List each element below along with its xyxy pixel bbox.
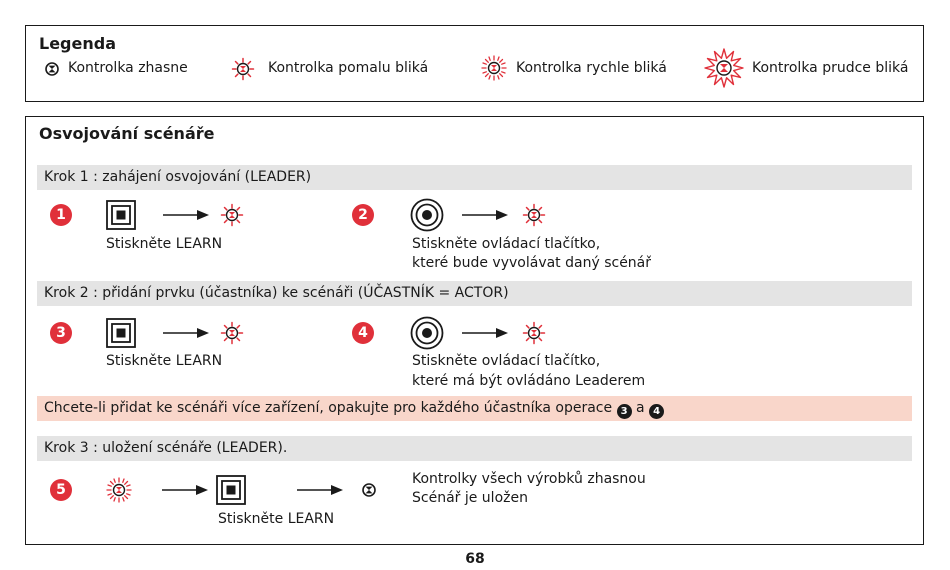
op1-caption: Stiskněte LEARN [106,236,223,252]
step2-bar: Krok 2 : přidání prvku (účastníka) ke scénáři (ÚČASTNÍK = ACTOR) [37,281,912,306]
arrow-icon [462,209,508,221]
op2-caption-line2: které bude vyvolávat daný scénář [412,255,652,271]
arrow-icon [297,484,343,496]
note-conj: a [636,400,645,416]
legend-item-off: Kontrolka zhasne [68,60,188,76]
led-slow-blink-icon [522,321,546,345]
repeat-note-text: Chcete-li přidat ke scénáři více zařízení, opakujte pro každého účastníka operace [44,400,613,416]
op-number-1: 1 [50,204,72,226]
arrow-icon [162,484,208,496]
op-number-3: 3 [50,322,72,344]
led-rapid-blink-icon [704,48,744,88]
op4-caption-line1: Stiskněte ovládací tlačítko, [412,353,601,369]
op-number-2: 2 [352,204,374,226]
step1-bar: Krok 1 : zahájení osvojování (LEADER) [37,165,912,190]
arrow-icon [462,327,508,339]
op4-caption-line2: které má být ovládáno Leaderem [412,373,646,389]
op5-caption: Stiskněte LEARN [218,511,335,527]
page-number: 68 [465,551,485,567]
note-ref-4: 4 [649,404,664,419]
op5-result-line1: Kontrolky všech výrobků zhasnou [412,471,646,487]
learn-button-icon [106,318,136,348]
led-slow-blink-icon [220,203,244,227]
led-slow-blink-icon [522,203,546,227]
step3-bar: Krok 3 : uložení scénáře (LEADER). [37,436,912,461]
op-number-5: 5 [50,479,72,501]
legend-item-slow: Kontrolka pomalu bliká [268,60,429,76]
legend-item-fast: Kontrolka rychle bliká [516,60,667,76]
control-button-icon [410,198,444,232]
op3-caption: Stiskněte LEARN [106,353,223,369]
led-slow-blink-icon [231,57,255,81]
learn-button-icon [216,475,246,505]
arrow-icon [163,209,209,221]
legend-title: Legenda [39,34,116,53]
control-button-icon [410,316,444,350]
led-fast-blink-icon [481,55,507,81]
led-fast-blink-icon [106,477,132,503]
legend-item-rapid: Kontrolka prudce bliká [752,60,909,76]
op-number-4: 4 [352,322,374,344]
repeat-note [37,396,912,421]
note-ref-3: 3 [617,404,632,419]
led-slow-blink-icon [220,321,244,345]
led-off-icon [44,61,60,77]
led-off-icon [361,482,377,498]
section-title: Osvojování scénáře [39,124,215,143]
op5-result-line2: Scénář je uložen [412,490,528,506]
learn-button-icon [106,200,136,230]
arrow-icon [163,327,209,339]
op2-caption-line1: Stiskněte ovládací tlačítko, [412,236,601,252]
